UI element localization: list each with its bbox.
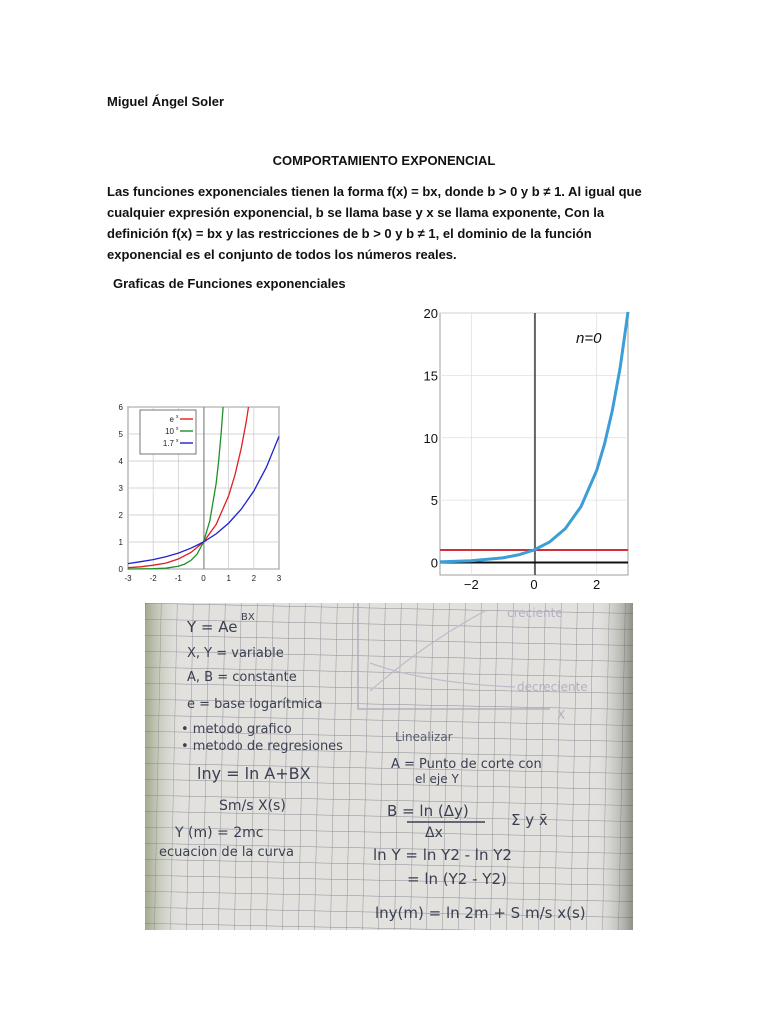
x-tick-labels [464,577,600,592]
note-slope-denominator: Δx [425,825,443,841]
x-tick-label: -2 [149,574,157,583]
legend-superscript: x [176,426,179,432]
chart-annotation: n=0 [576,330,602,347]
x-tick-label: −2 [463,577,479,592]
note-method-graphic: • metodo grafico [181,722,292,737]
note-x-axis: X [557,708,566,722]
y-tick-label: 3 [118,484,123,493]
y-tick-label: 5 [118,430,123,439]
x-tick-label: -3 [124,574,132,583]
author-name: Miguel Ángel Soler [107,94,225,109]
note-linearize: Linealizar [395,730,453,744]
y-tick-label: 20 [423,306,438,321]
x-tick-label: 0 [201,574,206,583]
y-tick-labels [424,306,438,571]
note-sum: Σ y x̄ [511,811,548,829]
note-variable: X, Y = variable [187,646,284,661]
note-slope: B = ln (Δy) [387,802,469,820]
note-ln-y-simplified: = ln (Y2 - Y2) [407,870,507,888]
note-formula: Y = Ae [187,618,238,636]
note-ln-equation: lny = ln A+BX [197,764,311,783]
legend-label: 10 [165,427,174,436]
document-title: COMPORTAMIENTO EXPONENCIAL [272,153,496,168]
legend-superscript: x [176,414,179,420]
note-base: e = base logarítmica [187,697,323,712]
note-intercept: A = Punto de corte con [391,757,542,772]
y-tick-label: 2 [118,511,123,520]
x-tick-label: 3 [276,574,282,583]
y-tick-label: 0 [430,555,438,571]
y-tick-label: 10 [423,430,438,446]
y-tick-label: 1 [118,538,123,547]
legend [140,410,196,454]
chart-exponential-growth [410,303,640,593]
y-tick-label: 4 [118,457,123,466]
y-tick-label: 0 [118,565,123,574]
note-method-regression: • metodo de regresiones [181,739,343,754]
legend-superscript: x [176,438,179,444]
note-formula-exponent: BX [241,612,255,623]
legend-label: 1.7 [162,439,174,448]
y-tick-label: 6 [118,403,123,412]
legend-label: e [169,415,174,424]
note-curve-equation: ecuacion de la curva [159,845,294,860]
x-tick-label: 1 [226,574,231,583]
x-tick-labels [124,574,281,583]
chart-exponential-comparison [100,397,290,592]
note-y-value: Y (m) = 2mc [175,825,264,841]
x-tick-label: 2 [593,577,601,592]
note-units: Sm/s X(s) [219,798,286,814]
note-decreciente: decreciente [517,680,588,694]
handwritten-notes-photo [145,603,633,930]
x-tick-label: 0 [530,577,538,592]
section-heading: Graficas de Funciones exponenciales [113,276,346,291]
x-tick-label: 2 [251,574,257,583]
y-tick-labels [119,403,124,574]
note-creciente: creciente [507,606,563,620]
y-tick-label: 15 [423,368,438,384]
x-tick-label: -1 [174,574,182,583]
note-ln-y: ln Y = ln Y2 - ln Y2 [373,846,512,864]
y-tick-label: 5 [430,493,438,509]
note-ln-y-final: lny(m) = ln 2m + S m/s x(s) [375,904,586,922]
note-constant: A, B = constante [187,670,297,685]
intro-paragraph: Las funciones exponenciales tienen la forma f(x) = bx, donde b > 0 y b ≠ 1. Al igual que cualquier expresión exponencial, b se llama base y x se llama exponente, Con la definición f(x) = bx y las restricciones de b > 0 y b ≠ 1, el dominio de la función exponencial es el conjunto de todos los números reales. [107,184,642,262]
note-intercept-axis: el eje Y [415,772,459,786]
